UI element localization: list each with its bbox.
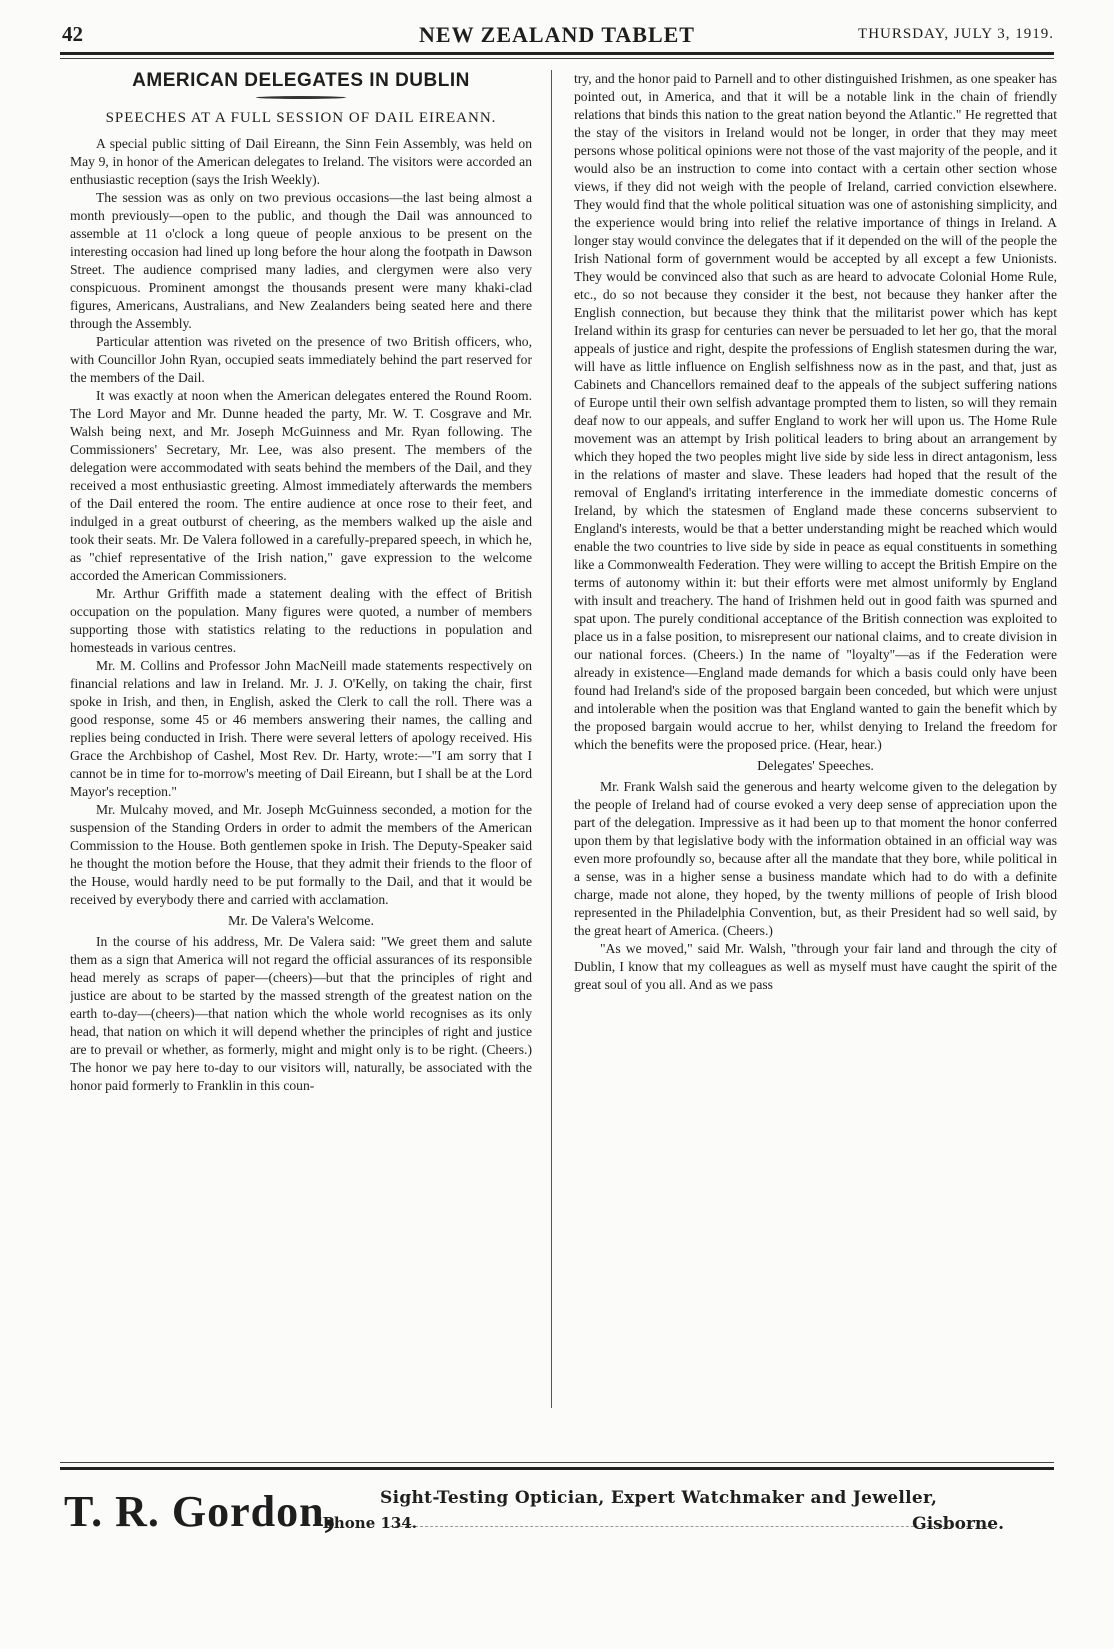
article-headline: AMERICAN DELEGATES IN DUBLIN <box>132 70 470 91</box>
advertiser-name: T. R. Gordon, <box>64 1487 337 1536</box>
footer-rule-thin <box>60 1462 1054 1463</box>
paragraph: Mr. M. Collins and Professor John MacNeill made statements respectively on financial relations and law in Ireland. Mr. J. J. O'Kelly, on taking the chair, first spoke in Irish, and then, in English, asked the Clerk to call the roll. There was a good response, some 45 or 46 members answering their names, the calling and replies being conducted in Irish. There were several letters of apology received. His Grace the Archbishop of Cashel, Most Rev. Dr. Harty, wrote:—"I am sorry that I cannot be in time for to-morrow's meeting of Dail Eireann, but I shall be at the Lord Mayor's reception." <box>70 658 532 799</box>
paragraph: Mr. Mulcahy moved, and Mr. Joseph McGuinness seconded, a motion for the suspension of the Standing Orders in order to admit the members of the American Commission to the House. Both gentlemen spoke in Irish. The Deputy-Speaker said he thought the motion before the House, that they admit their friends to the floor of the House, would hardly need to be put formally to the Dail, and that it would be received by everybody there and carried with acclamation. <box>70 802 532 907</box>
paragraph: Particular attention was riveted on the presence of two British officers, who, with Councillor John Ryan, occupied seats immediately behind the part reserved for the members of the Dail. <box>70 334 532 385</box>
paragraph: "As we moved," said Mr. Walsh, "through your fair land and through the city of Dublin, I know that my colleagues as well as myself must have caught the spirit of the great soul of you all. And as we pass <box>574 941 1057 992</box>
masthead-rule-thin <box>60 58 1054 59</box>
masthead-rule <box>60 52 1054 55</box>
issue-date: THURSDAY, JULY 3, 1919. <box>858 26 1054 42</box>
advertisement <box>60 1482 1054 1562</box>
paragraph: The session was as only on two previous occasions—the last being almost a month previously—open to the public, and though the Dail was announced to assemble at 11 o'clock a long queue of people anxious to be present on the interesting occasion had lined up long before the hour along the footpath in Dawson Street. The audience comprised many ladies, and clergymen were also very conspicuous. Prominent amongst the thousands present were many khaki-clad figures, Americans, Australians, and New Zealanders being seated here and there through the Assembly. <box>70 190 532 331</box>
paragraph: Mr. Arthur Griffith made a statement dealing with the effect of British occupation on the population. Many figures were quoted, a number of members supporting those with statistics relating to the reductions in population and homesteads in various centres. <box>70 586 532 655</box>
paragraph: try, and the honor paid to Parnell and to other distinguished Irishmen, as one speaker has pointed out, in America, and that it will be a notable link in the chain of friendly relations that binds this nation to the great nation beyond the Atlantic." He regretted that the stay of the visitors in Ireland would not be longer, in order that they may meet persons whose political opinions were not those of the vast majority of the people, and it would also be an instruction to come into contact with a certain other section whose views, if they did not weigh with the people of Ireland, carried conviction elsewhere. They would find that the whole political situation was one of astonishing simplicity, and the experience would bring into relief the relative importance of things in Ireland. A longer stay would convince the delegates that if it depended on the will of the people the Irish National form of government would be accepted by all except a few Unionists. They would be convinced also that such as are heard to advocate Colonial Home Rule, etc., do so not because they consider it the best, not because they hanker after the English connection, but because they think that the militarist power which has kept Ireland within its grasp for centuries can never be persuaded to let her go, that the moral appeals of justice and right, despite the professions of English statesmen during the war, will have as little influence on English selfishness now as in the past, and that, just as Cabinets and Chancellors remained deaf to the appeals of the subject suffering nations of Europe until their own selfish advantage prompted them to listen, so will they remain deaf now to our appeals, and suffer England to work her will upon us. The Home Rule movement was an attempt by Irish political leaders to bring about an arrangement by which they hoped the two peoples might live side by side less in direct antagonism, less in the relations of master and slave. These leaders had hoped that the result of the removal of England's irritating interference in the immediate domestic concerns of Ireland, by which the statesmen of England made these concerns subservient to England's interests, would be that a better understanding might be reached which would enable the two countries to live side by side in peace as equal constituents in something like a Commonwealth Federation. They were willing to accept the British Empire on the terms of autonomy within it: but their efforts were met almost uniformly by England with insult and treachery. The hand of Irishmen held out in good faith was spurned and spat upon. The purely conditional acceptance of the British connection was exploited to place us in a false position, to misrepresent our national claims, and to create division in our national forces. (Cheers.) In the name of "loyalty"—as if the Federation were already in existence—England made demands for which a basis could only have been found had Ireland's side of the proposed bargain been conceded, but which were unjust and intolerable when the position was that England wanted to gain the benefit which by the proposed bargain would accrue to her, whilst denying to Ireland the freedom for which the benefits were the proposed price. (Hear, hear.) <box>574 71 1057 752</box>
section-heading-devalera: Mr. De Valera's Welcome. <box>228 914 374 929</box>
advertiser-town: Gisborne. <box>912 1514 1004 1534</box>
column-divider <box>551 70 552 1408</box>
publication-title: NEW ZEALAND TABLET <box>419 22 695 47</box>
masthead <box>60 22 1054 50</box>
column-right <box>574 70 1057 1415</box>
article-subhead: SPEECHES AT A FULL SESSION OF DAIL EIREANN. <box>105 110 497 126</box>
paragraph: Mr. Frank Walsh said the generous and hearty welcome given to the delegation by the people of Ireland had of course evoked a very deep sense of appreciation upon the part of the delegation. Impressive as it had been up to that moment the honor conferred upon them by that legislative body with the information obtained in an official way was even more profoundly so, because after all the mandate that they bore, while political in a sense, was in a higher sense a business mandate which had to do with a definite charge, made not alone, they hoped, by the twenty millions of people of Irish blood represented in the Philadelphia Convention, but, as their President had so well said, by the great heart of America. (Cheers.) <box>574 779 1057 938</box>
paragraph: In the course of his address, Mr. De Valera said: "We greet them and salute them as a sign that America will not regard the official assurances of its responsible head merely as scraps of paper—(cheers)—but that the principles of right and justice are about to be started by the massed strength of the greatest nation on the earth to-day—(cheers)—that nation which the whole world recognises as its only head, that nation on which it will depend whether the principles of right and justice are to prevail or whether, as formerly, might and might only is to be right. (Cheers.) The honor we pay here to-day to our visitors will, naturally, be associated with the honor paid formerly to Franklin in this coun- <box>70 934 532 1093</box>
advertiser-phone: 'Phone 134. <box>318 1514 417 1532</box>
advertiser-description: Sight-Testing Optician, Expert Watchmaker and Jeweller, <box>380 1488 938 1508</box>
paragraph: It was exactly at noon when the American delegates entered the Round Room. The Lord Mayor and Mr. Dunne headed the party, Mr. W. T. Cosgrave and Mr. Walsh being next, and Mr. Joseph McGuinness and Mr. Ryan following. The Commissioners' Secretary, Mr. Lee, was also present. The members of the delegation were accommodated with seats behind the members of the Dail, and they received a most enthusiastic greeting. Almost immediately afterwards the members of the Dail entered the room. The entire audience at once rose to their feet, and indulged in a great outburst of cheering, as the members walked up the aisle and took their seats. Mr. De Valera followed in a carefully-prepared speech, in which he, as "chief representative of the Irish nation," gave expression to the welcome accorded the American Commissioners. <box>70 388 532 583</box>
column-left <box>70 70 532 1415</box>
ornament-divider <box>256 96 346 99</box>
ad-dotted-line <box>390 1526 994 1527</box>
section-heading-delegates: Delegates' Speeches. <box>757 759 874 774</box>
paragraph: A special public sitting of Dail Eireann, the Sinn Fein Assembly, was held on May 9, in honor of the American delegates to Ireland. The visitors were accorded an enthusiastic reception (says the Irish Weekly). <box>70 136 532 187</box>
page-number: 42 <box>62 22 83 46</box>
footer-rule <box>60 1467 1054 1470</box>
